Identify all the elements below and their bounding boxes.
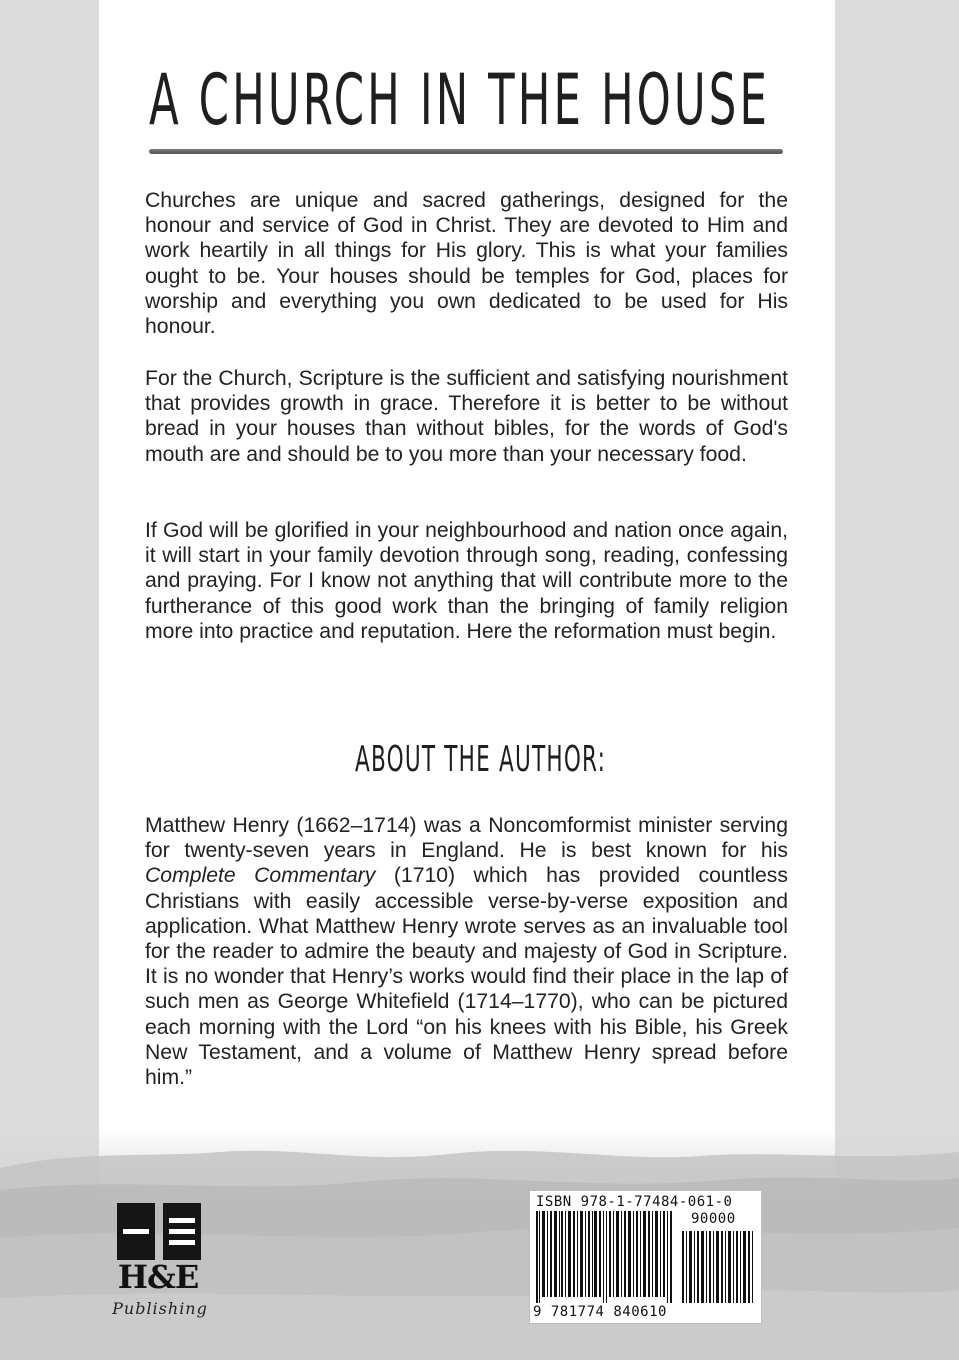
publisher-logo-mark [117, 1203, 201, 1260]
publisher-logo [108, 1203, 208, 1323]
price-addon-code: 90000 [691, 1211, 736, 1227]
commentary-book-title: Complete Commentary [145, 864, 376, 888]
publisher-subtitle: Publishing [112, 1299, 208, 1318]
isbn-barcode [529, 1190, 762, 1324]
description-paragraph-1: Churches are unique and sacred gatherings, designed for the honour and service of God in Christ. They are devoted to Him and work heartily in all things for His glory. This is what your families ought to be. Your houses should be temples for God, places for worship and everything you own dedicated to be used for His honour. [145, 189, 788, 339]
book-title: A CHURCH IN THE HOUSE [149, 59, 770, 141]
about-text-part-2: (1710) which has provided countless Christians with easily accessible verse-by-verse exposition and application. What Matthew Henry wrote serves as an invaluable tool for the reader to admire the beauty and majesty of God in Scripture. It is no wonder that Henry’s works would find their place in the lap of such men as George Whitefield (1714–1770), who can be pictured each morning with the Lord “on his knees with his Bible, his Greek New Testament, and a volume of Matthew Henry spread before him.” [145, 864, 788, 1090]
publisher-name: H&E [117, 1258, 199, 1296]
description-paragraph-3: If God will be glorified in your neighbourhood and nation once again, it will start in your family devotion through song, reading, confessing and praying. For I know not anything that will contribute more to the furtherance of this good work than the bringing of family religion more into practice and reputation. Here the reformation must begin. [145, 519, 788, 643]
description-paragraph-2: For the Church, Scripture is the sufficient and satisfying nourishment that provides growth in grace. Therefore it is better to be without bread in your houses than without bibles, for the words of God's mouth are and should be to you more than your necessary food. [145, 367, 788, 466]
isbn-number: ISBN 978-1-77484-061-0 [536, 1194, 733, 1210]
about-author-paragraph [145, 813, 788, 1090]
title-underline [149, 149, 783, 154]
about-text-part-1: Matthew Henry (1662–1714) was a Noncomformist minister serving for twenty-seven years in England. He is best known for his [145, 814, 788, 863]
about-author-heading: ABOUT THE AUTHOR: [355, 739, 607, 780]
barcode-digits: 9 781774 840610 [533, 1304, 667, 1320]
